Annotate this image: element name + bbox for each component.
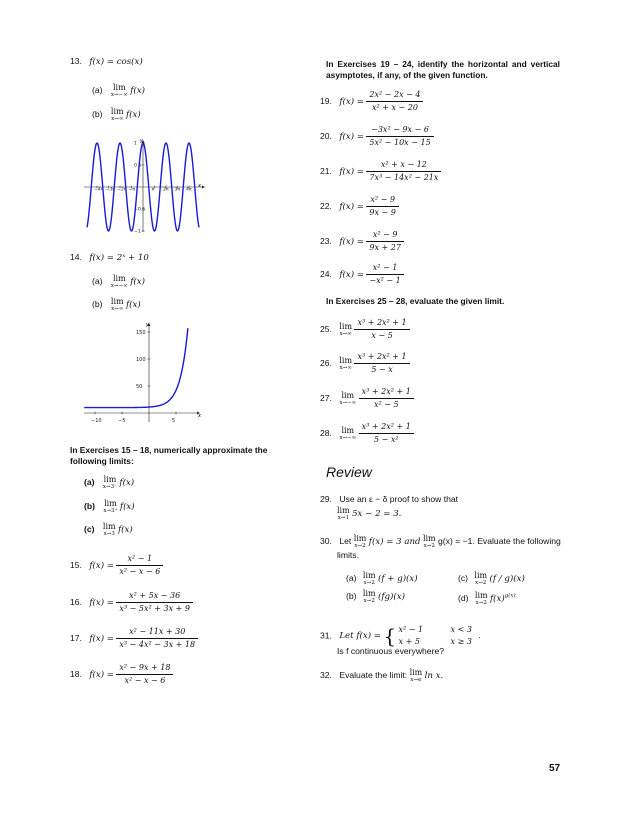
lim-sub: x→e bbox=[410, 677, 422, 683]
function-lhs: f(x) = bbox=[339, 96, 365, 107]
lim-word: lim bbox=[104, 499, 117, 508]
function-lhs: f(x) = bbox=[89, 669, 115, 680]
cosine-graph bbox=[84, 137, 209, 237]
problem-30 bbox=[320, 534, 561, 549]
part-label: (b) bbox=[84, 500, 95, 511]
lim-word: lim bbox=[113, 83, 126, 92]
problem-number: 30. bbox=[320, 535, 332, 546]
problem-number: 19. bbox=[320, 95, 332, 106]
part-label: (a) bbox=[92, 84, 103, 95]
problem-13 bbox=[70, 56, 143, 67]
problem-number: 27. bbox=[320, 392, 332, 403]
x-tick-label: −2π bbox=[117, 187, 127, 193]
problem-32 bbox=[320, 668, 443, 683]
lim-sub: x→2 bbox=[363, 598, 375, 604]
limit-expression: 5x − 2 = 3. bbox=[352, 508, 402, 519]
problem-31-question: Is f continuous everywhere? bbox=[337, 646, 445, 656]
lim-word: lim bbox=[409, 668, 423, 677]
problem-number: 14. bbox=[70, 252, 82, 262]
denominator: x² − x − 6 bbox=[124, 676, 166, 685]
function-lhs: f(x) = bbox=[339, 201, 365, 212]
x-tick-label: −π bbox=[128, 187, 136, 193]
function-lhs: f(x) = bbox=[339, 166, 365, 177]
case-2-expression: x + 5 bbox=[398, 637, 420, 646]
problem-number: 25. bbox=[320, 323, 332, 334]
part-expression: (f + g)(x) bbox=[378, 573, 418, 584]
lim-sub: x→∞ bbox=[339, 331, 352, 337]
numerator: −3x² − 9x − 6 bbox=[366, 124, 433, 137]
denominator: x³ − 5x² + 3x + 9 bbox=[119, 604, 190, 613]
fraction bbox=[116, 662, 173, 687]
part-label: (c) bbox=[84, 523, 95, 534]
numerator: x³ + 2x² + 1 bbox=[354, 317, 409, 330]
fraction bbox=[359, 421, 414, 446]
numerator: x³ + 2x² + 1 bbox=[359, 386, 414, 399]
problem-number: 28. bbox=[320, 427, 332, 438]
problem-text: Let bbox=[339, 535, 352, 546]
fraction bbox=[366, 262, 403, 287]
lim-sub: x→3 bbox=[103, 531, 115, 537]
limit-15a bbox=[84, 475, 134, 490]
lim-sub: x→∞ bbox=[111, 116, 124, 122]
problem-30b bbox=[346, 589, 405, 604]
part-label: (b) bbox=[346, 590, 357, 601]
lim-sub: x→3⁺ bbox=[103, 508, 118, 514]
problem-15 bbox=[70, 553, 163, 578]
problem-30-line2: limits. bbox=[337, 550, 359, 560]
lim-word: lim bbox=[339, 356, 353, 365]
function-lhs: f(x) = bbox=[89, 560, 115, 571]
left-brace: { bbox=[383, 624, 397, 648]
part-expression: f(x) bbox=[126, 299, 141, 310]
denominator: x² + x − 20 bbox=[371, 103, 418, 112]
problem-number: 15. bbox=[70, 559, 82, 570]
fraction bbox=[354, 351, 409, 376]
problem-text: Let f(x) = bbox=[339, 631, 381, 642]
problem-26 bbox=[320, 351, 410, 376]
fraction bbox=[116, 590, 193, 615]
lim-word: lim bbox=[474, 591, 488, 600]
numerator: 2x² − 2x − 4 bbox=[366, 89, 423, 102]
problem-number: 18. bbox=[70, 668, 82, 679]
problem-29 bbox=[320, 494, 458, 504]
problem-number: 21. bbox=[320, 165, 332, 176]
x-tick-label: −10 bbox=[91, 418, 102, 424]
part-label: (a) bbox=[346, 572, 357, 583]
problem-number: 23. bbox=[320, 235, 332, 246]
y-tick-label: 100 bbox=[136, 357, 146, 363]
y-tick-label: −0.5 bbox=[134, 207, 146, 213]
x-tick-label: π bbox=[151, 187, 155, 193]
problem-text: Use an ε − δ proof to show that bbox=[339, 494, 459, 504]
lim-word: lim bbox=[102, 522, 116, 531]
lim-word: lim bbox=[362, 589, 376, 598]
x-axis-arrow bbox=[202, 186, 205, 189]
function-lhs: f(x) = bbox=[339, 269, 365, 280]
part-exponent: g(x) bbox=[504, 592, 516, 599]
problem-29-expression bbox=[337, 506, 401, 521]
fraction bbox=[366, 124, 433, 149]
lim-word: lim bbox=[110, 297, 124, 306]
part-expression: (fg)(x) bbox=[378, 591, 405, 602]
numerator: x³ + 2x² + 1 bbox=[359, 421, 414, 434]
problem-30c bbox=[458, 571, 525, 586]
page-number: 57 bbox=[549, 763, 561, 774]
section-heading-15-18: In Exercises 15 – 18, numerically approximate the following limits: bbox=[70, 445, 268, 466]
denominator: 9x − 9 bbox=[369, 208, 396, 217]
problem-19 bbox=[320, 89, 423, 114]
problem-14b bbox=[92, 297, 141, 312]
x-tick-label: 2π bbox=[163, 187, 169, 193]
lim-sub: x→2 bbox=[423, 543, 435, 549]
problem-18 bbox=[70, 662, 173, 687]
problem-28 bbox=[320, 421, 414, 446]
problem-number: 31. bbox=[320, 630, 332, 641]
lim-word: lim bbox=[341, 391, 355, 400]
problem-30d bbox=[458, 591, 516, 606]
denominator: x² − 5 bbox=[373, 400, 399, 409]
problem-number: 16. bbox=[70, 596, 82, 607]
numerator: x² − 9 bbox=[366, 229, 404, 242]
x-axis-label: x bbox=[198, 413, 201, 419]
lim-word: lim bbox=[362, 571, 376, 580]
problem-13b bbox=[92, 107, 141, 122]
problem-21 bbox=[320, 159, 441, 184]
fraction bbox=[359, 386, 414, 411]
lim-word: lim bbox=[353, 534, 367, 543]
x-tick-label: 4π bbox=[186, 187, 192, 193]
numerator: x² + x − 12 bbox=[366, 159, 441, 172]
lim-word: lim bbox=[110, 107, 124, 116]
fraction bbox=[116, 553, 163, 578]
fraction bbox=[354, 317, 409, 342]
denominator: x³ − 4x² − 3x + 18 bbox=[119, 640, 196, 649]
lim-sub: x→2 bbox=[475, 580, 487, 586]
part-expression: f(x) bbox=[126, 109, 141, 120]
part-label: (b) bbox=[92, 108, 103, 119]
numerator: x² − 1 bbox=[116, 553, 163, 566]
fraction bbox=[366, 194, 398, 219]
problem-17 bbox=[70, 626, 198, 651]
y-axis-label: y bbox=[140, 138, 143, 144]
problem-23 bbox=[320, 229, 404, 254]
fraction bbox=[366, 229, 404, 254]
exponential-curve bbox=[84, 328, 188, 407]
problem-number: 32. bbox=[320, 669, 332, 680]
given-f: f(x) = 3 and bbox=[368, 536, 421, 547]
case-1-condition: x < 3 bbox=[450, 625, 472, 634]
part-label: (a) bbox=[84, 476, 95, 487]
lim-sub: x→2 bbox=[363, 580, 375, 586]
y-tick-label: −1 bbox=[134, 229, 141, 235]
denominator: x − 5 bbox=[371, 331, 393, 340]
denominator: x² − x − 6 bbox=[119, 567, 161, 576]
denominator: 5 − x bbox=[371, 365, 393, 374]
section-heading-19-24: In Exercises 19 – 24, identify the horizontal and vertical asymptotes, if any, of the given function. bbox=[326, 59, 560, 80]
lim-sub: x→−∞ bbox=[110, 283, 128, 289]
problem-14a bbox=[92, 274, 145, 289]
y-tick-label: 1 bbox=[134, 141, 137, 147]
part-expression: f(x) bbox=[119, 477, 135, 488]
y-tick-label: 150 bbox=[136, 330, 146, 336]
problem-number: 17. bbox=[70, 632, 82, 643]
limit-15b bbox=[84, 499, 135, 514]
numerator: x² + 5x − 36 bbox=[116, 590, 193, 603]
problem-30a bbox=[346, 571, 418, 586]
fraction bbox=[366, 89, 423, 114]
function-lhs: f(x) = bbox=[339, 131, 365, 142]
lim-sub: x→∞ bbox=[339, 365, 352, 371]
limit-expression: ln x. bbox=[424, 670, 444, 681]
lim-sub: x→1 bbox=[337, 515, 349, 521]
lim-sub: x→−∞ bbox=[339, 435, 357, 441]
fraction bbox=[116, 626, 198, 651]
given-g: g(x) = −1. Evaluate the following bbox=[438, 535, 561, 546]
case-2-condition: x ≥ 3 bbox=[450, 637, 472, 646]
denominator: −x² − 1 bbox=[369, 276, 401, 285]
lim-sub: x→−∞ bbox=[110, 92, 128, 98]
problem-number: 24. bbox=[320, 268, 332, 279]
exponential-graph bbox=[84, 318, 209, 430]
lim-sub: x→3⁻ bbox=[102, 484, 118, 490]
lim-word: lim bbox=[337, 506, 350, 515]
problem-13a bbox=[92, 83, 145, 98]
x-tick-label: 3π bbox=[174, 187, 181, 193]
x-tick-label: −5 bbox=[118, 418, 126, 424]
problem-number: 13. bbox=[70, 56, 82, 66]
lim-word: lim bbox=[339, 322, 353, 331]
problem-number: 26. bbox=[320, 357, 332, 368]
problem-text: Evaluate the limit: bbox=[339, 669, 408, 680]
problem-27 bbox=[320, 386, 414, 411]
problem-16 bbox=[70, 590, 193, 615]
part-label: (c) bbox=[458, 572, 469, 583]
numerator: x² − 9 bbox=[366, 194, 398, 207]
part-label: (d) bbox=[458, 592, 469, 603]
denominator: 7x³ − 14x² − 21x bbox=[369, 173, 439, 182]
problem-22 bbox=[320, 194, 399, 219]
x-tick-label: −4π bbox=[94, 187, 104, 193]
part-label: (b) bbox=[92, 298, 103, 309]
lim-word: lim bbox=[422, 534, 436, 543]
numerator: x² − 9x + 18 bbox=[116, 662, 173, 675]
fraction bbox=[366, 159, 441, 184]
denominator: 5 − x² bbox=[373, 435, 399, 444]
part-expression: f(x) bbox=[130, 276, 145, 287]
numerator: x² − 11x + 30 bbox=[116, 626, 198, 639]
x-tick-label: −3π bbox=[105, 187, 116, 193]
lim-word: lim bbox=[103, 475, 117, 484]
lim-word: lim bbox=[341, 426, 355, 435]
denominator: 5x² − 10x − 15 bbox=[369, 138, 431, 147]
part-expression: f(x) bbox=[119, 501, 135, 512]
lim-word: lim bbox=[113, 274, 126, 283]
problem-number: 22. bbox=[320, 200, 332, 211]
problem-number: 29. bbox=[320, 494, 332, 504]
limit-15c bbox=[84, 522, 133, 537]
function-lhs: f(x) = bbox=[339, 236, 365, 247]
problem-24 bbox=[320, 262, 404, 287]
lim-sub: x→−∞ bbox=[339, 400, 357, 406]
problem-20 bbox=[320, 124, 434, 149]
case-1-expression: x² − 1 bbox=[398, 625, 424, 634]
review-heading: Review bbox=[326, 464, 372, 480]
period: . bbox=[478, 630, 481, 641]
problem-14 bbox=[70, 252, 149, 263]
x-axis-label: x bbox=[198, 183, 201, 189]
problem-25 bbox=[320, 317, 410, 342]
y-tick-label: 0.5 bbox=[134, 163, 142, 169]
part-expression: f(x) bbox=[130, 85, 145, 96]
lim-sub: x→∞ bbox=[111, 306, 124, 312]
function-lhs: f(x) = bbox=[89, 633, 115, 644]
problem-number: 20. bbox=[320, 130, 332, 141]
problem-31 bbox=[320, 624, 481, 648]
function-lhs: f(x) = bbox=[89, 597, 115, 608]
section-heading-25-28: In Exercises 25 – 28, evaluate the given limit. bbox=[326, 296, 505, 306]
part-expression: f(x) bbox=[118, 524, 133, 535]
numerator: x³ + 2x² + 1 bbox=[354, 351, 409, 364]
lim-sub: x→2 bbox=[475, 600, 487, 606]
part-label: (a) bbox=[92, 275, 103, 286]
part-expression: (f / g)(x) bbox=[489, 573, 525, 584]
part-expression: f(x) bbox=[490, 593, 505, 604]
lim-sub: x→2 bbox=[354, 543, 366, 549]
problem-expression: f(x) = cos(x) bbox=[89, 57, 143, 67]
denominator: 9x + 27 bbox=[369, 243, 401, 252]
problem-expression: f(x) = 2ˣ + 10 bbox=[89, 253, 149, 263]
y-axis-label: y bbox=[146, 322, 149, 328]
lim-word: lim bbox=[474, 571, 488, 580]
y-tick-label: 50 bbox=[136, 384, 143, 390]
numerator: x² − 1 bbox=[366, 262, 403, 275]
x-tick-label: 5 bbox=[172, 418, 176, 424]
